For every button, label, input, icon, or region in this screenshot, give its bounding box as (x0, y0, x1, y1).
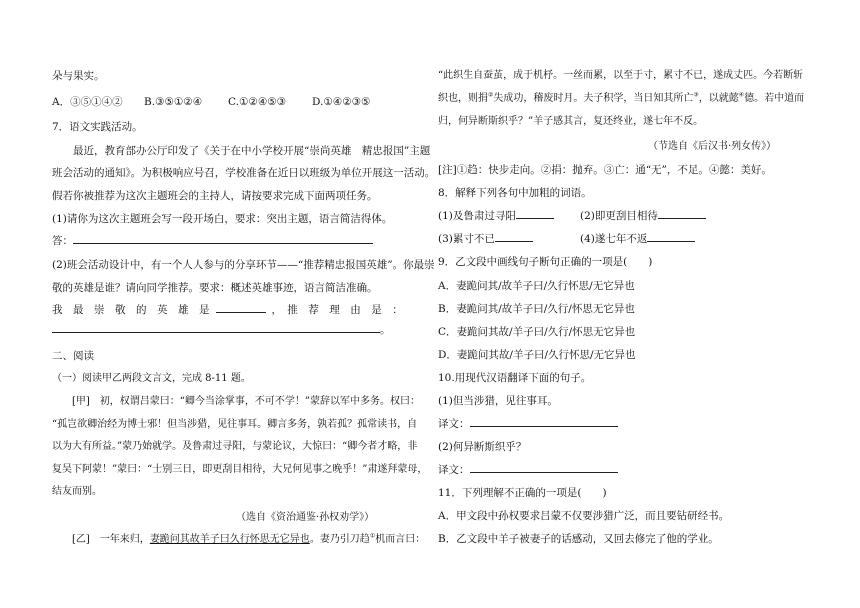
q8-blank-3[interactable] (495, 230, 533, 242)
question-7-title: 7．语文实践活动。 (52, 121, 143, 133)
question-8-title: 8．解释下列各句中加粗的词语。 (438, 187, 592, 199)
q9-option-b: B．妻跪问其/故羊子曰/久行/怀思无它异也 (438, 303, 635, 315)
q8-row-1: (1)及鲁肃过寻阳 (2)即更刮目相待 (438, 206, 706, 226)
hero-line (52, 300, 403, 320)
text-line: 以为大有所益。”蒙乃始就学。及鲁肃过寻阳，与蒙论议，大惊曰：“卿今者才略，非 (52, 441, 418, 452)
translation-line-2: 译文： (438, 460, 618, 480)
text-line: (1)请你为这次主题班会写一段开场白，要求：突出主题，语言简洁得体。 (52, 213, 393, 225)
source-note: （节选自《后汉书·列女传》） (648, 141, 777, 152)
q10-sentence-2: (2)何异断斯织乎？ (438, 441, 527, 453)
option-row (52, 92, 370, 112)
q10-sentence-1: (1)但当涉猎，见往事耳。 (438, 395, 558, 407)
question-9-title: 9．乙文段中画线句子断句正确的一项是( ) (438, 256, 653, 268)
source-note: （选自《资治通鉴·孙权劝学》） (236, 512, 375, 523)
text-line: 朵与果实。 (52, 70, 105, 82)
q8-blank-2[interactable] (658, 207, 706, 219)
option-c: C.①②④⑤③ (228, 96, 287, 108)
text-line: （一）阅读甲乙两段文言文，完成 8-11 题。 (52, 373, 251, 384)
answer-blank[interactable] (73, 232, 373, 244)
text-line: 织也，则捐②失成功，稽废时月。夫子积学，当日知其所亡③，以就懿④德。若中道而 (438, 91, 805, 104)
question-10-title: 10.用现代汉语翻译下面的句子。 (438, 372, 592, 384)
text-line: 最近，教育部办公厅印发了《关于在中小学校开展“崇尚英雄 精忠报国”主题 (52, 145, 431, 157)
text-line: 复吴下阿蒙！”蒙曰：“士别三日，即更刮目相待，大兄何见事之晚乎！”肃遂拜蒙母， (52, 464, 428, 475)
q8-row-2: (3)累寸不已 (4)遂七年不返 (438, 229, 695, 249)
option-b: B.③⑤①②④ (144, 96, 203, 108)
translation-blank-1[interactable] (470, 415, 618, 427)
reason-blank[interactable] (52, 321, 380, 333)
text-line: 假若你被推荐为这次主题班会的主持人，请按要求完成下面两项任务。 (52, 190, 378, 202)
text-line: “此织生自蚕茧，成于机杼。一丝而累，以至于寸，累寸不已，遂成丈匹。今若断斩 (438, 70, 804, 81)
answer-line (52, 231, 373, 251)
option-a: A．③⑤①④② (52, 96, 123, 108)
q8-blank-4[interactable] (647, 230, 695, 242)
section-title: 二、阅读 (52, 350, 94, 362)
q9-option-c: C．妻跪问其故/羊子曰/久行/怀思无它异也 (438, 326, 636, 338)
q9-option-d: D．妻跪问其故/羊子曰/久行怀思/无它异也 (438, 349, 636, 361)
text-line: (2)班会活动设计中，有一个人人参与的分享环节——“推荐精忠报国英雄”。你最崇 (52, 259, 435, 271)
underlined-sentence: 妻跪问其故羊子曰久行怀思无它异也 (149, 534, 310, 545)
text-line: “孤岂欲卿治经为博士邪！但当涉猎，见往事耳。卿言多务，孰若孤？孤常读书，自 (52, 419, 418, 430)
hero-blank[interactable] (216, 301, 266, 313)
text-line: [乙] 一年来归，妻跪问其故羊子曰久行怀思无它异也。妻乃引刀趋①机而言曰： (52, 532, 426, 545)
translation-blank-2[interactable] (470, 461, 618, 473)
q11-option-a: A．甲文段中孙权要求吕蒙不仅要涉猎广泛，而且要钻研经书。 (438, 510, 730, 522)
q9-option-a: A．妻跪问其/故羊子曰/久行怀思/无它异也 (438, 280, 635, 292)
reason-line: 。 (52, 320, 391, 340)
option-d: D.①④②③⑤ (312, 96, 371, 108)
answer-label: 答： (52, 235, 73, 247)
translation-line-1: 译文： (438, 414, 618, 434)
hero-label: 我 最 崇 敬 的 英 雄 是 (52, 304, 210, 316)
q8-blank-1[interactable] (516, 207, 554, 219)
footnote: [注]①趋：快步走向。②捐：抛弃。③亡：通“无”，不足。④懿：美好。 (438, 164, 772, 176)
question-11-title: 11．下列理解不正确的一项是( ) (438, 487, 607, 499)
text-line: [甲] 初，权谓吕蒙曰：“卿今当涂掌事，不可不学！”蒙辞以军中多务。权曰： (52, 396, 421, 407)
text-line: 结友而别。 (52, 486, 102, 497)
text-line: 班会活动的通知》。为积极响应号召，学校准备在近日以班级为单位开展这一活动。 (52, 167, 436, 179)
text-line: 归，何异断斯织乎？”羊子感其言，复还终业，遂七年不反。 (438, 116, 704, 127)
q11-option-b: B．乙文段中羊子被妻子的话感动，又回去修完了他的学业。 (438, 533, 719, 545)
reason-label: ， 推 荐 理 由 是 ： (271, 304, 403, 316)
text-line: 敬的英雄是谁？请向同学推荐。要求：概述英雄事迹，语言简洁准确。 (52, 282, 378, 294)
